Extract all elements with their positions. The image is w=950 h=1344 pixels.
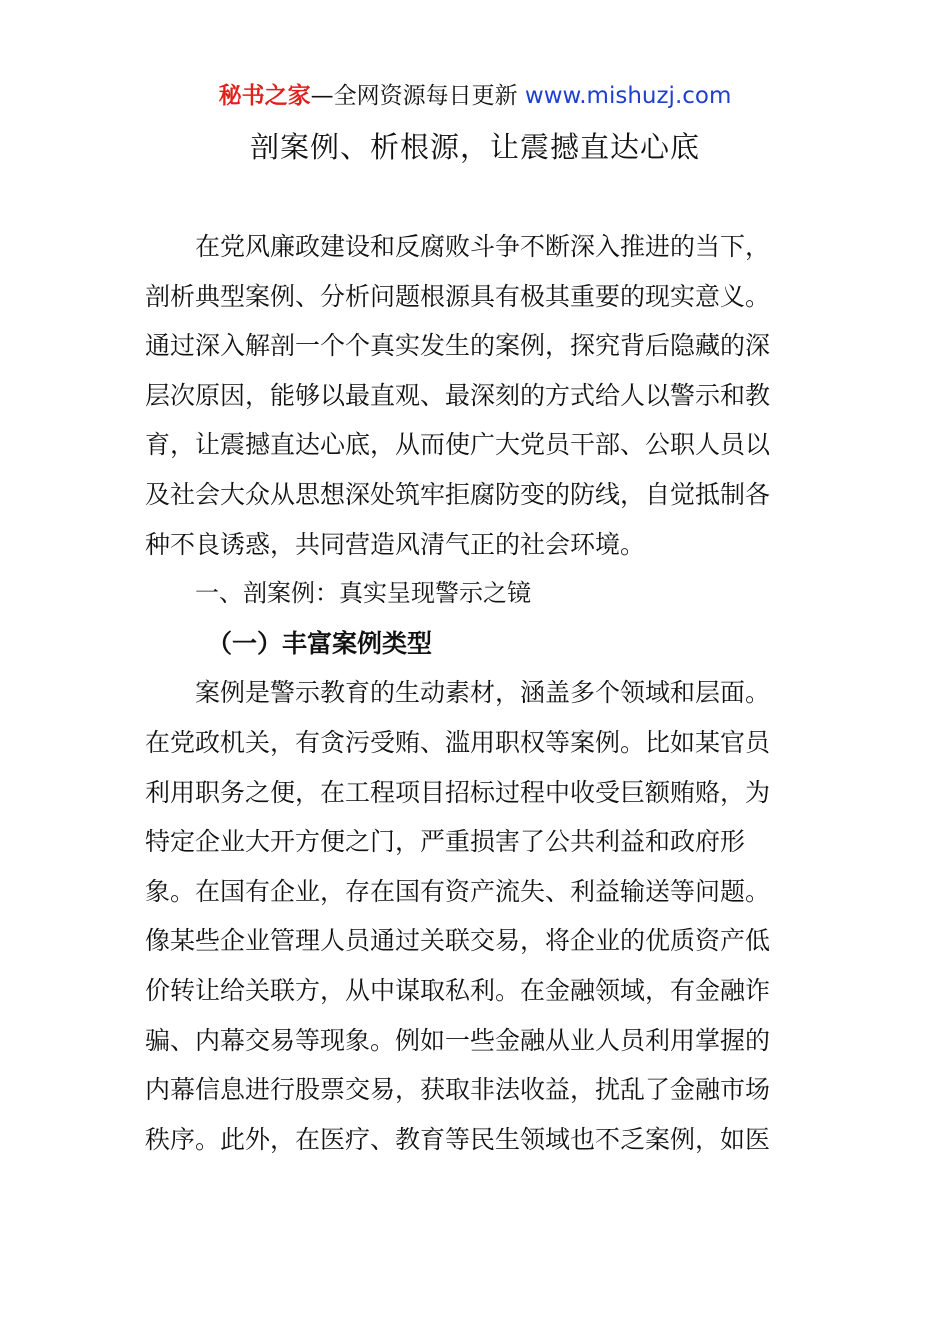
site-header: [0, 80, 950, 112]
site-tagline: —全网资源每日更新: [310, 83, 518, 109]
paragraph-line: 像某些企业管理人员通过关联交易，将企业的优质资产低: [145, 926, 771, 956]
paragraph-line: 层次原因，能够以最直观、最深刻的方式给人以警示和教: [145, 380, 771, 410]
paragraph-line: 秩序。此外，在医疗、教育等民生领域也不乏案例，如医: [145, 1124, 771, 1154]
paragraph-line: 骗、内幕交易等现象。例如一些金融从业人员利用掌握的: [145, 1025, 771, 1055]
paragraph-line: 种不良诱惑，共同营造风清气正的社会环境。: [145, 529, 646, 559]
paragraph-line: 育，让震撼直达心底，从而使广大党员干部、公职人员以: [145, 430, 771, 460]
section-heading: 一、剖案例：真实呈现警示之镜: [195, 579, 531, 608]
paragraph-line: 剖析典型案例、分析问题根源具有极其重要的现实意义。: [145, 281, 771, 311]
paragraph-line: 内幕信息进行股票交易，获取非法收益，扰乱了金融市场: [145, 1075, 771, 1105]
paragraph-line: 及社会大众从思想深处筑牢拒腐防变的防线，自觉抵制各: [145, 479, 771, 509]
paragraph-line: 在党政机关，有贪污受贿、滥用职权等案例。比如某官员: [145, 727, 771, 757]
subsection-heading: （一）丰富案例类型: [207, 628, 433, 658]
site-url[interactable]: www.mishuzj.com: [524, 83, 732, 109]
paragraph-line: 价转让给关联方，从中谋取私利。在金融领域，有金融诈: [145, 975, 771, 1005]
paragraph-line: 通过深入解剖一个个真实发生的案例，探究背后隐藏的深: [145, 331, 771, 361]
document-title: 剖案例、析根源，让震撼直达心底: [249, 130, 700, 164]
document-body: [145, 222, 807, 1164]
paragraph-line: 象。在国有企业，存在国有资产流失、利益输送等问题。: [145, 876, 771, 906]
paragraph-line: 特定企业大开方便之门，严重损害了公共利益和政府形: [145, 827, 746, 857]
paragraph-line: 案例是警示教育的生动素材，涵盖多个领域和层面。: [195, 678, 771, 708]
paragraph-line: 在党风廉政建设和反腐败斗争不断深入推进的当下，: [195, 232, 771, 261]
paragraph-line: 利用职务之便，在工程项目招标过程中收受巨额贿赂，为: [145, 777, 771, 807]
site-brand: 秘书之家: [218, 83, 311, 109]
